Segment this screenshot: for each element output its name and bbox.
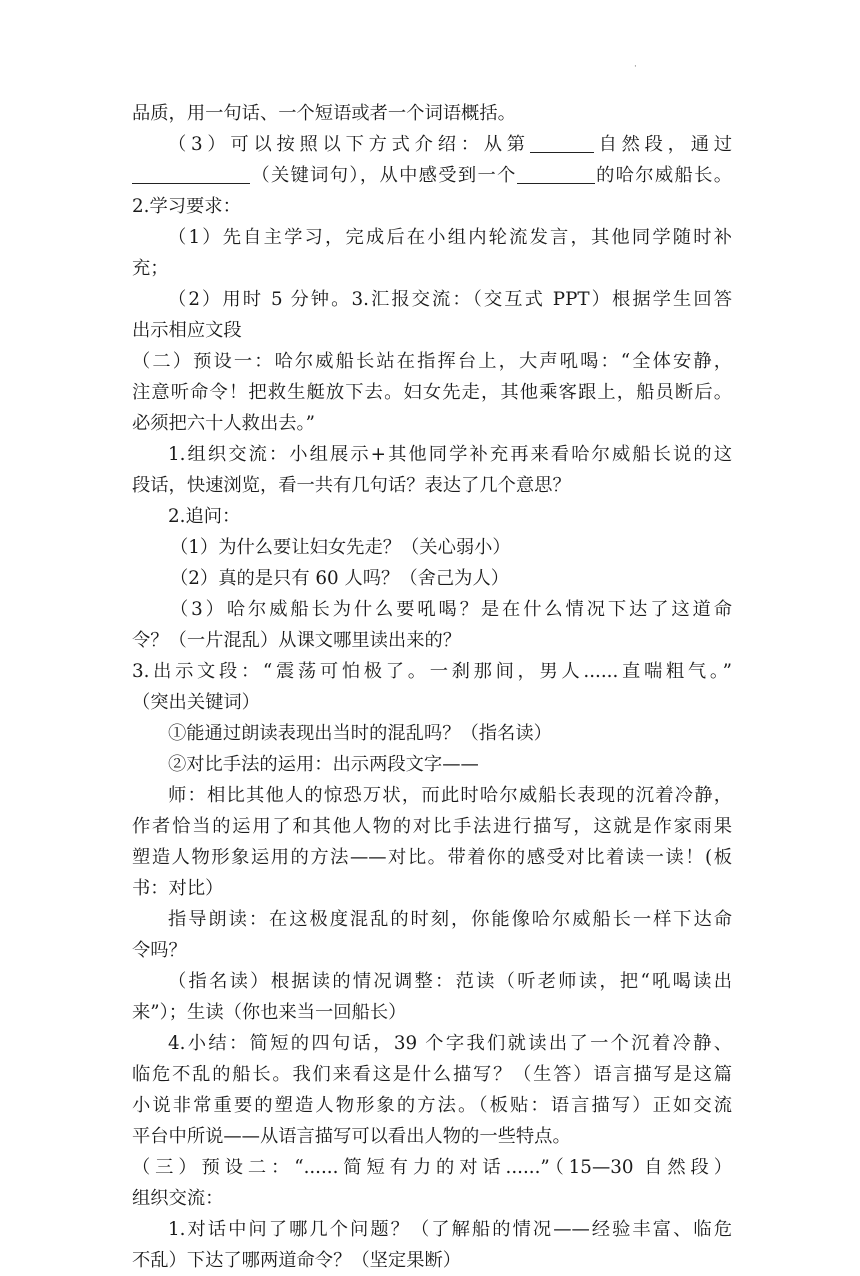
text-line: 必须把六十人救出去。” [132, 413, 316, 434]
text-line: 充； [132, 258, 169, 279]
text-line: 平台中所说——从语言描写可以看出人物的一些特点。 [132, 1126, 571, 1147]
list-item: ②对比手法的运用：出示两段文字—— [168, 754, 479, 775]
text-line: 作者恰当的运用了和其他人物的对比手法进行描写，这就是作家雨果 [132, 816, 732, 837]
text-line: （1）先自主学习，完成后在小组内轮流发言，其他同学随时补 [168, 227, 732, 248]
fill-in-blank [517, 161, 595, 184]
text-line: 品质，用一句话、一个短语或者一个词语概括。 [132, 103, 516, 124]
list-item: （3）哈尔威船长为什么要吼喝？是在什么情况下达了这道命 [170, 599, 732, 620]
text-line: 不乱）下达了哪两道命令？（坚定果断） [132, 1250, 462, 1271]
list-item: ①能通过朗读表现出当时的混乱吗？（指名读） [168, 723, 552, 744]
text-line: 临危不乱的船长。我们来看这是什么描写？（生答）语言描写是这篇 [132, 1064, 732, 1085]
text-segment: （3）可以按照以下方式介绍：从第 [168, 134, 530, 155]
document-body [132, 98, 732, 1276]
text-line: 小说非常重要的塑造人物形象的方法。（板贴：语言描写）正如交流 [132, 1095, 732, 1116]
text-segment: （关键词句），从中感受到一个 [250, 165, 517, 186]
text-line: （2）用时 5 分钟。3.汇报交流：（交互式 PPT）根据学生回答 [168, 289, 732, 310]
text-segment: 自然段，通过 [593, 134, 733, 155]
text-line: 来”）；生读（你也来当一回船长） [132, 1002, 407, 1023]
text-line: 1.对话中问了哪几个问题？（了解船的情况——经验丰富、临危 [168, 1219, 732, 1240]
text-line: 段话，快速浏览，看一共有几句话？表达了几个意思？ [132, 475, 571, 496]
text-line: 4.小结：简短的四句话，39 个字我们就读出了一个沉着冷静、 [168, 1033, 732, 1054]
text-line: （指名读）根据读的情况调整：范读（听老师读，把“吼喝读出 [168, 971, 732, 992]
text-line: 出示相应文段 [132, 320, 242, 341]
text-line-with-blank [132, 129, 732, 160]
list-item: （2）真的是只有 60 人吗？（舍己为人） [170, 568, 510, 589]
fill-in-blank [530, 130, 594, 153]
fill-in-blank [132, 161, 250, 184]
text-line: 塑造人物形象运用的方法——对比。带着你的感受对比着读一读！(板 [132, 847, 732, 868]
text-line-with-blank [132, 160, 732, 191]
list-item: （1）为什么要让妇女先走？（关心弱小） [170, 537, 511, 558]
section-heading: 2.学习要求： [132, 196, 241, 217]
text-line: 令？（一片混乱）从课文哪里读出来的？ [132, 630, 462, 651]
text-line: 令吗？ [132, 940, 187, 961]
text-line: 注意听命令！把救生艇放下去。妇女先走，其他乘客跟上，船员断后。 [132, 382, 732, 403]
text-line: 师：相比其他人的惊恐万状，而此时哈尔威船长表现的沉着冷静， [168, 785, 732, 806]
section-heading: 2.追问： [168, 506, 241, 527]
text-line: 书：对比） [132, 878, 224, 899]
text-line: 3.出示文段：“震荡可怕极了。一刹那间，男人......直喘粗气。” [132, 661, 732, 682]
text-line: （突出关键词） [132, 692, 260, 713]
text-line: 1.组织交流：小组展示+其他同学补充再来看哈尔威船长说的这 [168, 444, 732, 465]
text-segment: 的哈尔威船长。 [594, 165, 733, 186]
page-mark: · [634, 62, 637, 72]
text-line: （三）预设二：“......简短有力的对话......”（15—30 自然段） [132, 1157, 732, 1178]
text-line: 指导朗读：在这极度混乱的时刻，你能像哈尔威船长一样下达命 [168, 909, 732, 930]
text-line: （二）预设一：哈尔威船长站在指挥台上，大声吼喝：“全体安静， [132, 351, 732, 372]
text-line: 组织交流： [132, 1188, 224, 1209]
